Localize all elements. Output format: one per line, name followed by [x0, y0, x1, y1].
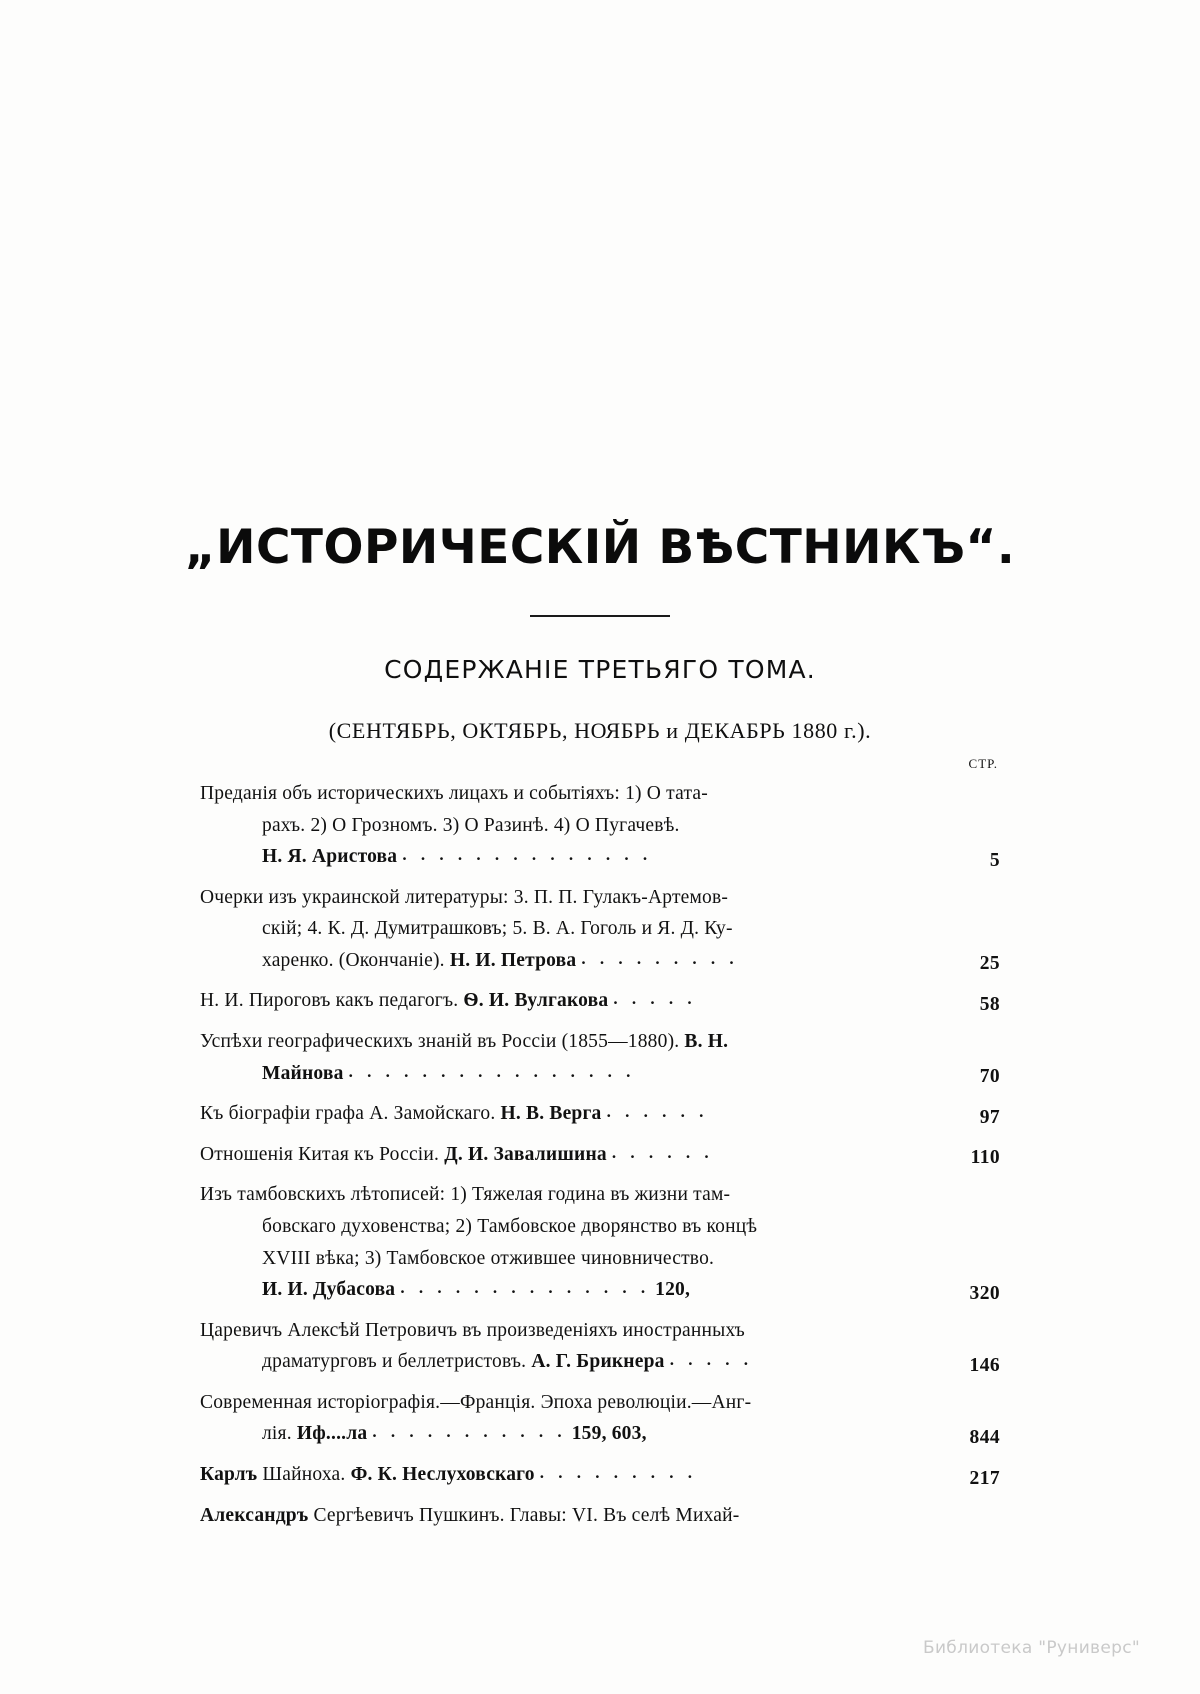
leader-dots: . . . . . . . . . . .: [372, 1422, 567, 1442]
toc-entry-text: [200, 1500, 942, 1532]
toc-page-number: 70: [979, 1066, 1000, 1088]
toc-author: В. Н.: [684, 1031, 729, 1053]
toc-entry-text: [200, 1315, 942, 1378]
toc-entry-text: [200, 1139, 942, 1171]
toc-entry-text: [200, 778, 942, 873]
toc-author: А. Г. Брикнера: [531, 1351, 665, 1373]
contents-period: (СЕНТЯБРЬ, ОКТЯБРЬ, НОЯБРЬ и ДЕКАБРЬ 1880 г.).: [328, 718, 872, 743]
toc-author: Ф. К. Неслуховскаго: [350, 1463, 535, 1485]
toc-author: Майнова: [262, 1062, 344, 1084]
toc-author: Н. И. Петрова: [449, 949, 577, 971]
leader-dots: . . . . . .: [611, 1142, 714, 1162]
toc-page-number: 844: [969, 1426, 1000, 1448]
toc-entry[interactable]: [200, 882, 1000, 977]
page-title: „ИСТОРИЧЕСКІЙ ВѢСТНИКЪ“.: [184, 520, 1016, 575]
toc-line: лія.: [262, 1423, 292, 1445]
toc-entry[interactable]: [200, 985, 1000, 1017]
toc-author-line: [200, 1058, 942, 1090]
toc-entry-text: [200, 1098, 942, 1130]
toc-line: [200, 985, 942, 1017]
toc-entry[interactable]: [200, 1026, 1000, 1089]
toc-line: Преданія объ историческихъ лицахъ и событіяхъ: 1) О тата-: [200, 783, 708, 804]
leader-dots: . . . . . . . . .: [581, 948, 739, 968]
toc-author-line: [200, 841, 942, 873]
title-divider: [530, 615, 670, 617]
leader-dots: . . . . . . . . . . . . . .: [400, 1278, 651, 1298]
toc-line: драматурговъ и беллетристовъ.: [262, 1351, 527, 1373]
leader-dots: . . . . . . . . .: [539, 1462, 697, 1482]
toc-author-line: [200, 945, 942, 977]
toc-author: Д. И. Завалишина: [444, 1143, 607, 1165]
toc-page-number: 320: [969, 1282, 1000, 1304]
toc-author-line: [200, 1274, 942, 1306]
toc-entry[interactable]: [200, 1179, 1000, 1305]
toc-author-line: [200, 1346, 942, 1378]
toc-page-number: 217: [969, 1467, 1000, 1489]
toc-title: Къ біографіи графа А. Замойскаго.: [200, 1103, 496, 1125]
toc-page-number: 97: [979, 1106, 1000, 1128]
toc-entry[interactable]: [200, 1387, 1000, 1450]
toc-author: Ѳ. И. Вулгакова: [463, 990, 609, 1012]
toc-author: И. И. Дубасова: [262, 1279, 396, 1301]
leader-dots: . . . . . . . . . . . . . . . .: [348, 1061, 636, 1081]
toc-entry-text: [200, 1179, 942, 1305]
toc-page-number: 25: [979, 953, 1000, 975]
toc-line: [200, 1026, 942, 1058]
toc-title: Шайноха.: [262, 1463, 346, 1485]
toc-page-number: 58: [979, 994, 1000, 1016]
toc-entry-text: [200, 882, 942, 977]
toc-line: [200, 1500, 942, 1532]
toc-entry[interactable]: [200, 1500, 1000, 1532]
toc-entry[interactable]: [200, 1315, 1000, 1378]
toc-line: [200, 1459, 942, 1491]
page-column-header: СТР.: [968, 756, 998, 771]
toc-line: Очерки изъ украинской литературы: 3. П. П. Гулакъ-Артемов-: [200, 886, 729, 908]
toc-title: Сергѣевичъ Пушкинъ. Главы: VI. Въ селѣ Михай-: [313, 1504, 740, 1526]
toc-title: Отношенія Китая къ Россіи.: [200, 1143, 440, 1165]
toc-page-inline: 159, 603,: [571, 1423, 647, 1445]
leader-dots: . . . . .: [669, 1350, 753, 1370]
toc-author: Карлъ: [200, 1463, 258, 1485]
toc-page-number: 110: [970, 1147, 1000, 1169]
table-of-contents: [200, 756, 1000, 1531]
toc-line: харенко. (Окончаніе).: [262, 949, 445, 971]
toc-author-line: [200, 1418, 942, 1450]
toc-author: Н. Я. Аристова: [262, 846, 398, 868]
toc-author: Н. В. Верга: [500, 1103, 602, 1125]
toc-line: [200, 1098, 942, 1130]
contents-subtitle: СОДЕРЖАНІЕ ТРЕТЬЯГО ТОМА.: [384, 655, 816, 684]
toc-line: Современная исторіографія.—Франція. Эпоха революціи.—Анг-: [200, 1391, 752, 1413]
toc-entry-text: [200, 1459, 942, 1491]
leader-dots: . . . . . . . . . . . . . .: [402, 845, 653, 865]
toc-list: [200, 778, 1000, 1531]
toc-entry-text: [200, 1387, 942, 1450]
toc-title: Н. И. Пироговъ какъ педагогъ.: [200, 990, 459, 1012]
toc-line: рахъ. 2) О Грозномъ. 3) О Разинѣ. 4) О Пугачевѣ.: [262, 814, 680, 836]
toc-line: скій; 4. К. Д. Думитрашковъ; 5. В. А. Гоголь и Я. Д. Ку-: [262, 918, 733, 940]
toc-author: Александръ: [200, 1504, 309, 1526]
toc-entry-text: [200, 1026, 942, 1089]
toc-line: бовскаго духовенства; 2) Тамбовское дворянство въ концѣ: [262, 1215, 758, 1237]
toc-entry-text: [200, 985, 942, 1017]
leader-dots: . . . . . .: [606, 1102, 709, 1122]
toc-page-number: 5: [989, 849, 1000, 871]
toc-title: Успѣхи географическихъ знаній въ Россіи (1855—1880).: [200, 1031, 680, 1053]
toc-page-number: [942, 1530, 1000, 1531]
toc-line: Царевичъ Алексѣй Петровичъ въ произведеніяхъ иностранныхъ: [200, 1319, 745, 1341]
toc-line: Изъ тамбовскихъ лѣтописей: 1) Тяжелая година въ жизни там-: [200, 1184, 731, 1206]
toc-line: XVIII вѣка; 3) Тамбовское отжившее чиновничество.: [262, 1247, 715, 1269]
toc-entry[interactable]: [200, 778, 1000, 873]
library-watermark: Библиотека "Руниверс": [923, 1638, 1140, 1658]
toc-entry[interactable]: [200, 1459, 1000, 1491]
toc-entry[interactable]: [200, 1139, 1000, 1171]
toc-author: Иф....ла: [296, 1423, 368, 1445]
toc-line: [200, 1139, 942, 1171]
toc-entry[interactable]: [200, 1098, 1000, 1130]
leader-dots: . . . . .: [613, 989, 697, 1009]
toc-page-number: 146: [969, 1354, 1000, 1376]
toc-page-inline: 120,: [655, 1279, 691, 1301]
